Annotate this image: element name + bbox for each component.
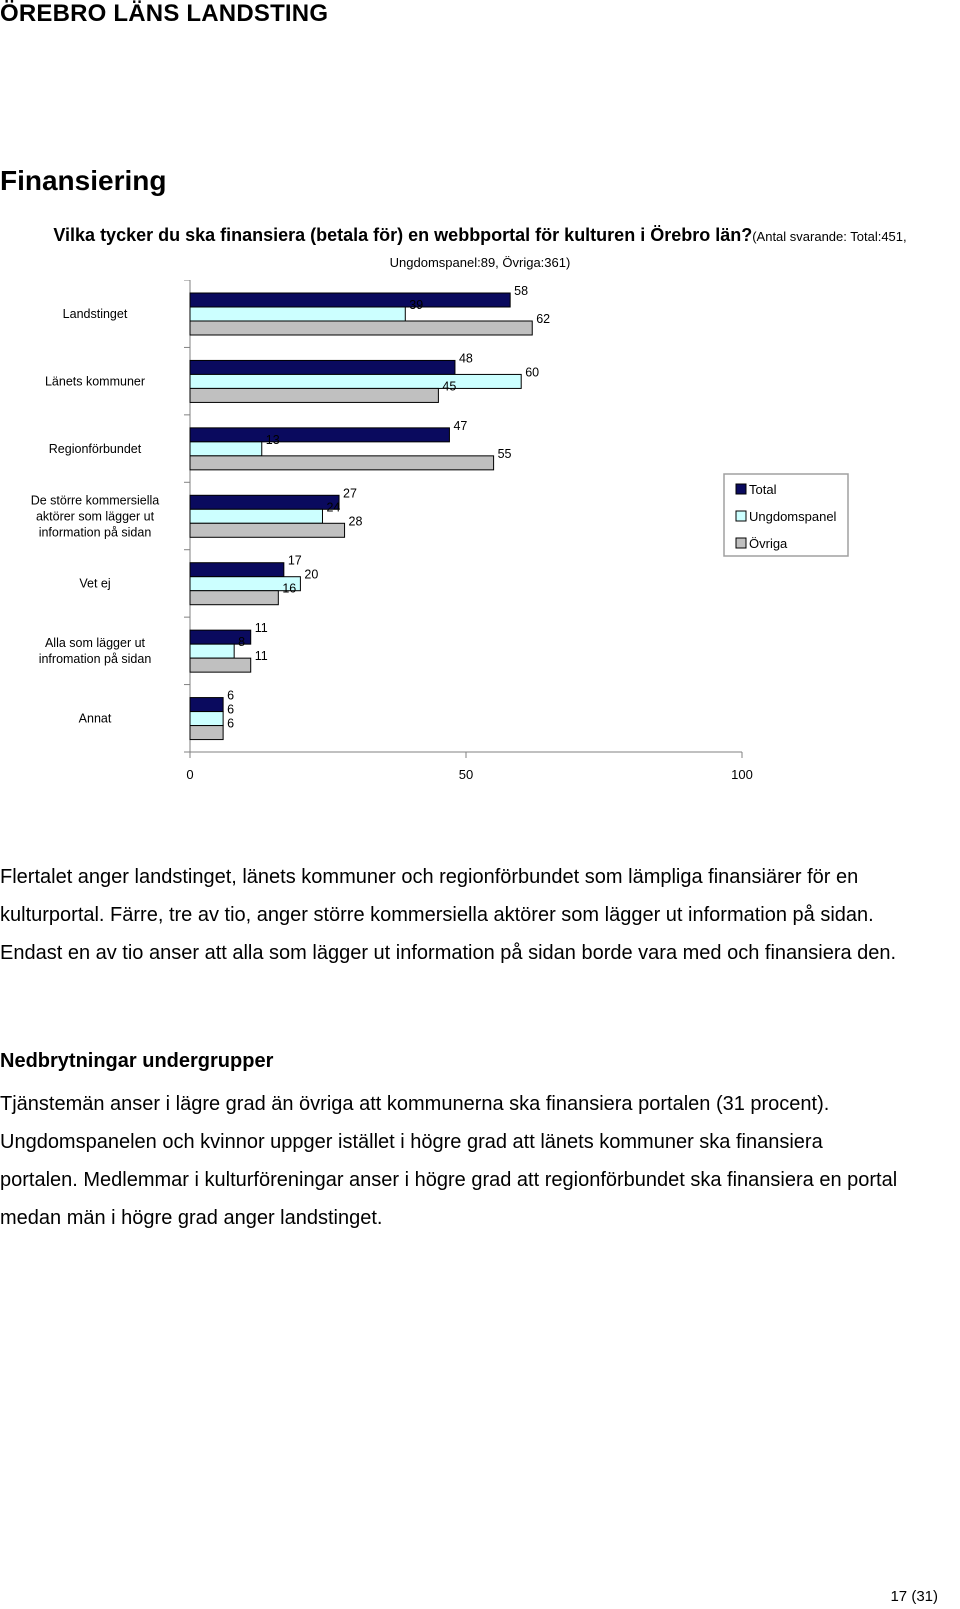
bar-total <box>190 293 510 307</box>
bar-övriga <box>190 523 345 537</box>
data-label: 17 <box>287 553 302 568</box>
subgroups-heading: Nedbrytningar undergrupper <box>0 1050 274 1072</box>
data-label: 60 <box>525 365 540 380</box>
bar-total <box>190 698 223 712</box>
bar-övriga <box>190 456 494 470</box>
data-label: 27 <box>343 486 357 501</box>
data-label: 6 <box>227 688 235 703</box>
category-label: Vet ej <box>79 576 111 591</box>
data-label: 8 <box>238 635 246 650</box>
data-label: 16 <box>282 581 297 596</box>
data-label: 11 <box>254 649 268 664</box>
bar-ungdomspanel <box>190 307 405 321</box>
category-label: De större kommersiella aktörer som lägger ut information på sidan <box>30 493 160 540</box>
legend-swatch <box>736 511 746 521</box>
legend-label: Övriga <box>749 536 788 551</box>
data-label: 62 <box>536 312 551 326</box>
category-label: Regionförbundet <box>48 441 142 456</box>
bar-total <box>190 428 449 442</box>
data-label: 6 <box>227 702 235 717</box>
bar-total <box>190 495 339 509</box>
data-label: 11 <box>254 621 268 636</box>
category-label: Landstinget <box>62 307 128 321</box>
bar-ungdomspanel <box>190 712 223 726</box>
question-respondents-note: (Antal svarande: Total:451, Ungdomspanel:89, Övriga:361) <box>389 229 907 270</box>
data-label: 13 <box>265 432 280 447</box>
legend-swatch <box>736 538 746 548</box>
bar-ungdomspanel <box>190 374 521 388</box>
legend-label: Total <box>749 482 777 497</box>
x-tick-label: 50 <box>458 767 474 782</box>
question-block <box>0 223 960 275</box>
question-text: Vilka tycker du ska finansiera (betala för) en webbportal för kulturen i Örebro län? <box>53 225 753 245</box>
x-tick-label: 0 <box>186 767 194 782</box>
bar-övriga <box>190 658 251 672</box>
category-label: Länets kommuner <box>44 374 146 389</box>
bar-total <box>190 360 455 374</box>
data-label: 39 <box>409 298 424 312</box>
section-title: Finansiering <box>0 165 167 196</box>
bar-ungdomspanel <box>190 509 322 523</box>
category-label: Annat <box>78 711 112 726</box>
subgroups-paragraph: Tjänstemän anser i lägre grad än övriga att kommunerna ska finansiera portalen (31 procent). Ungdomspanelen och kvinnor uppger istället i högre grad att länets kommuner ska finansiera portalen. Medlemmar i kulturföreningar anser i högre grad att regionförbundet ska finansiera en portal medan män i högre grad anger landstinget. <box>0 1093 898 1229</box>
data-label: 45 <box>442 379 457 394</box>
organization-header: ÖREBRO LÄNS LANDSTING <box>0 0 329 27</box>
data-label: 58 <box>514 284 529 298</box>
bar-övriga <box>190 591 278 605</box>
data-label: 28 <box>348 514 363 529</box>
data-label: 48 <box>458 351 473 366</box>
summary-paragraph: Flertalet anger landstinget, länets kommuner och regionförbundet som lämpliga finansiärer för en kulturportal. Färre, tre av tio, anger större kommersiella aktörer som lägger ut information på sidan. Endast en av tio anser att alla som lägger ut information på sidan borde vara med och finansiera den. <box>0 866 897 964</box>
page-number: 17 (31) <box>890 1588 938 1605</box>
category-label: Alla som lägger ut infromation på sidan <box>38 636 152 667</box>
bar-övriga <box>190 726 223 740</box>
legend-label: Ungdomspanel <box>749 509 837 524</box>
bar-övriga <box>190 388 438 402</box>
bar-ungdomspanel <box>190 644 234 658</box>
bar-total <box>190 563 284 577</box>
data-label: 47 <box>453 418 468 433</box>
data-label: 6 <box>227 716 235 731</box>
bar-övriga <box>190 321 532 335</box>
x-tick-label: 100 <box>731 767 753 782</box>
bar-ungdomspanel <box>190 442 262 456</box>
data-label: 55 <box>497 446 512 461</box>
financing-bar-chart <box>0 280 960 800</box>
data-label: 20 <box>304 567 319 582</box>
data-label: 24 <box>326 500 341 515</box>
legend-swatch <box>736 484 746 494</box>
